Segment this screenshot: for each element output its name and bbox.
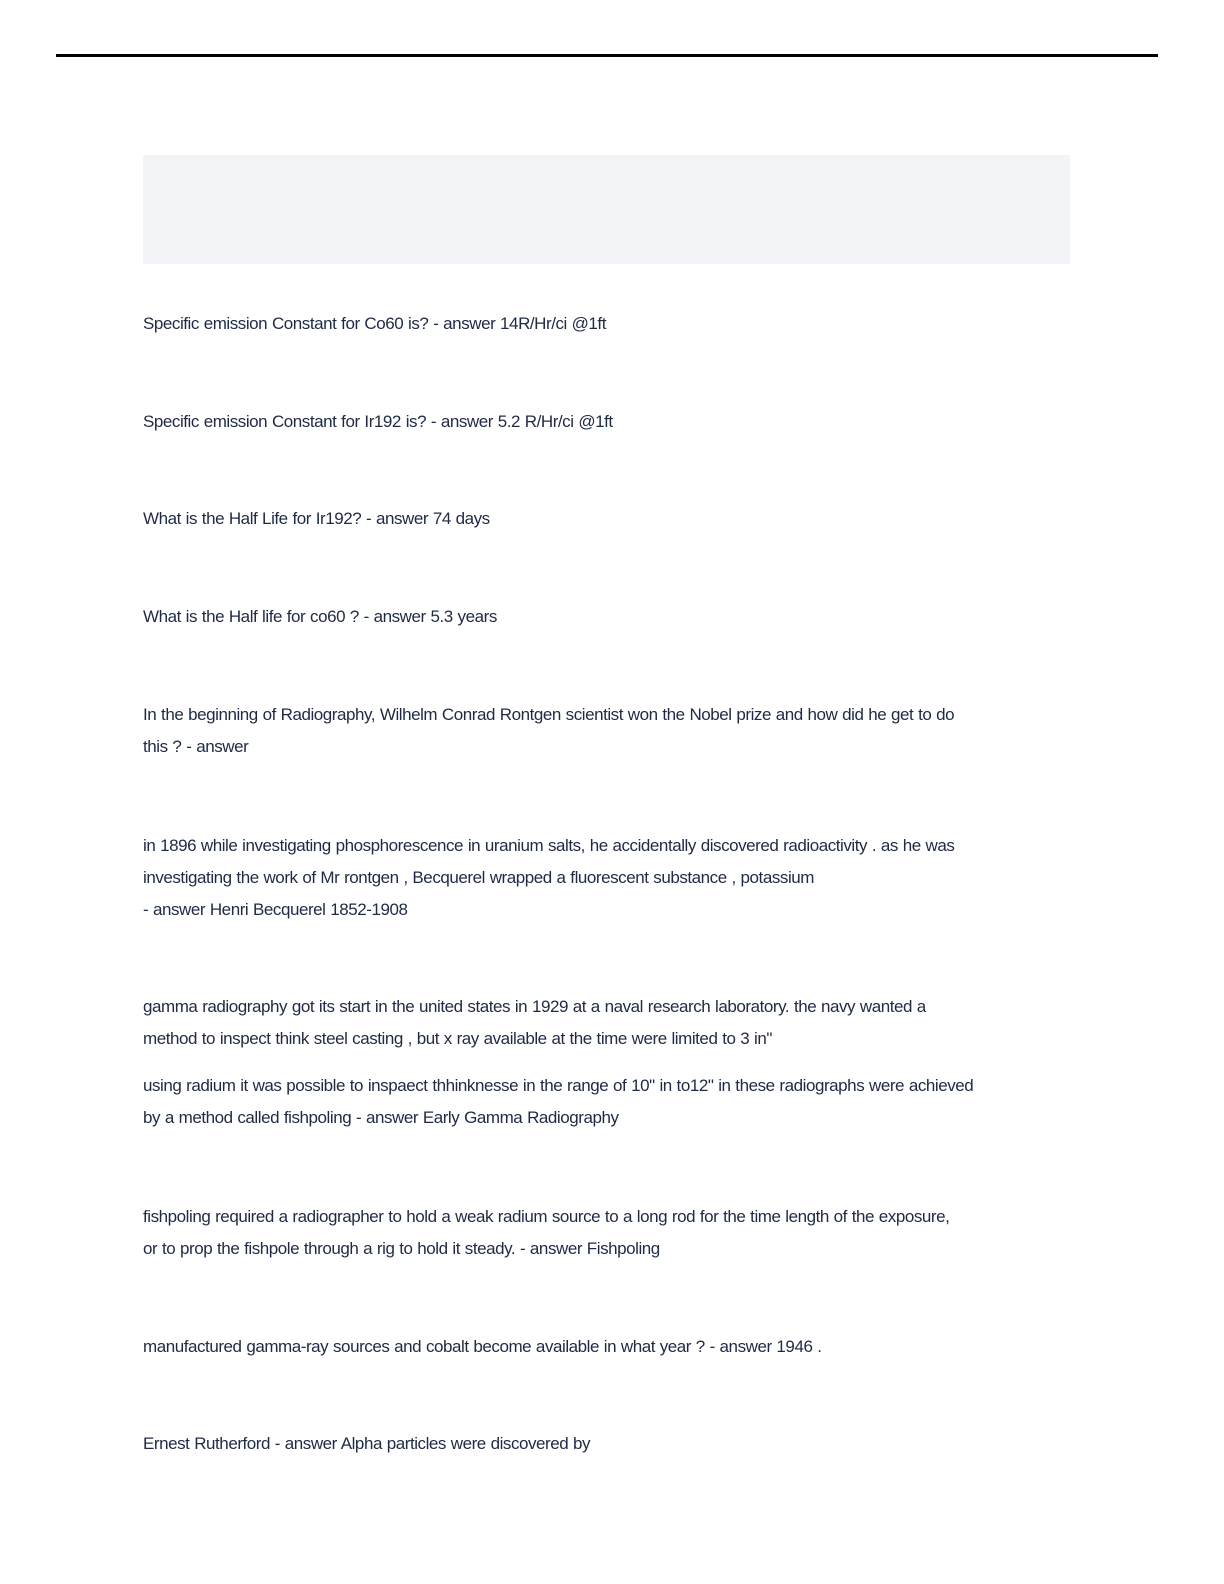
qa-paragraph-7 xyxy=(143,991,1073,1055)
qa-paragraph-5 xyxy=(143,699,1073,763)
text-line: or to prop the fishpole through a rig to hold it steady. - answer Fishpoling xyxy=(143,1239,660,1258)
text-line: investigating the work of Mr rontgen , Becquerel wrapped a fluorescent substance , potassium xyxy=(143,868,814,887)
text-line: using radium it was possible to inspaect thhinknesse in the range of 10" in to12" in these radiographs were achieved xyxy=(143,1076,974,1095)
text-line: Specific emission Constant for Co60 is? - answer 14R/Hr/ci @1ft xyxy=(143,314,606,333)
qa-paragraph-10 xyxy=(143,1331,1073,1363)
text-line: What is the Half life for co60 ? - answer 5.3 years xyxy=(143,607,497,626)
text-line: method to inspect think steel casting , but x ray available at the time were limited to 3 in" xyxy=(143,1029,772,1048)
text-line: What is the Half Life for Ir192? - answer 74 days xyxy=(143,509,490,528)
text-line: in 1896 while investigating phosphorescence in uranium salts, he accidentally discovered radioactivity . as he was xyxy=(143,836,955,855)
text-line: In the beginning of Radiography, Wilhelm Conrad Rontgen scientist won the Nobel prize and how did he get to do xyxy=(143,705,955,724)
text-line: manufactured gamma-ray sources and cobalt become available in what year ? - answer 1946 . xyxy=(143,1337,822,1356)
header-placeholder-box xyxy=(143,155,1070,264)
qa-paragraph-6 xyxy=(143,830,1073,926)
qa-paragraph-11 xyxy=(143,1428,1073,1460)
qa-paragraph-1 xyxy=(143,308,1073,340)
text-line: fishpoling required a radiographer to hold a weak radium source to a long rod for the time length of the exposure, xyxy=(143,1207,950,1226)
qa-paragraph-4 xyxy=(143,601,1073,633)
text-line: Ernest Rutherford - answer Alpha particles were discovered by xyxy=(143,1434,591,1453)
qa-paragraph-8 xyxy=(143,1070,1073,1134)
text-line: Specific emission Constant for Ir192 is? - answer 5.2 R/Hr/ci @1ft xyxy=(143,412,613,431)
text-line: by a method called fishpoling - answer Early Gamma Radiography xyxy=(143,1108,619,1127)
qa-paragraph-2 xyxy=(143,406,1073,438)
text-line: gamma radiography got its start in the united states in 1929 at a naval research laboratory. the navy wanted a xyxy=(143,997,926,1016)
text-line: - answer Henri Becquerel 1852-1908 xyxy=(143,900,408,919)
qa-paragraph-9 xyxy=(143,1201,1073,1265)
top-rule xyxy=(56,54,1158,57)
qa-paragraph-3 xyxy=(143,503,1073,535)
text-line: this ? - answer xyxy=(143,737,249,756)
